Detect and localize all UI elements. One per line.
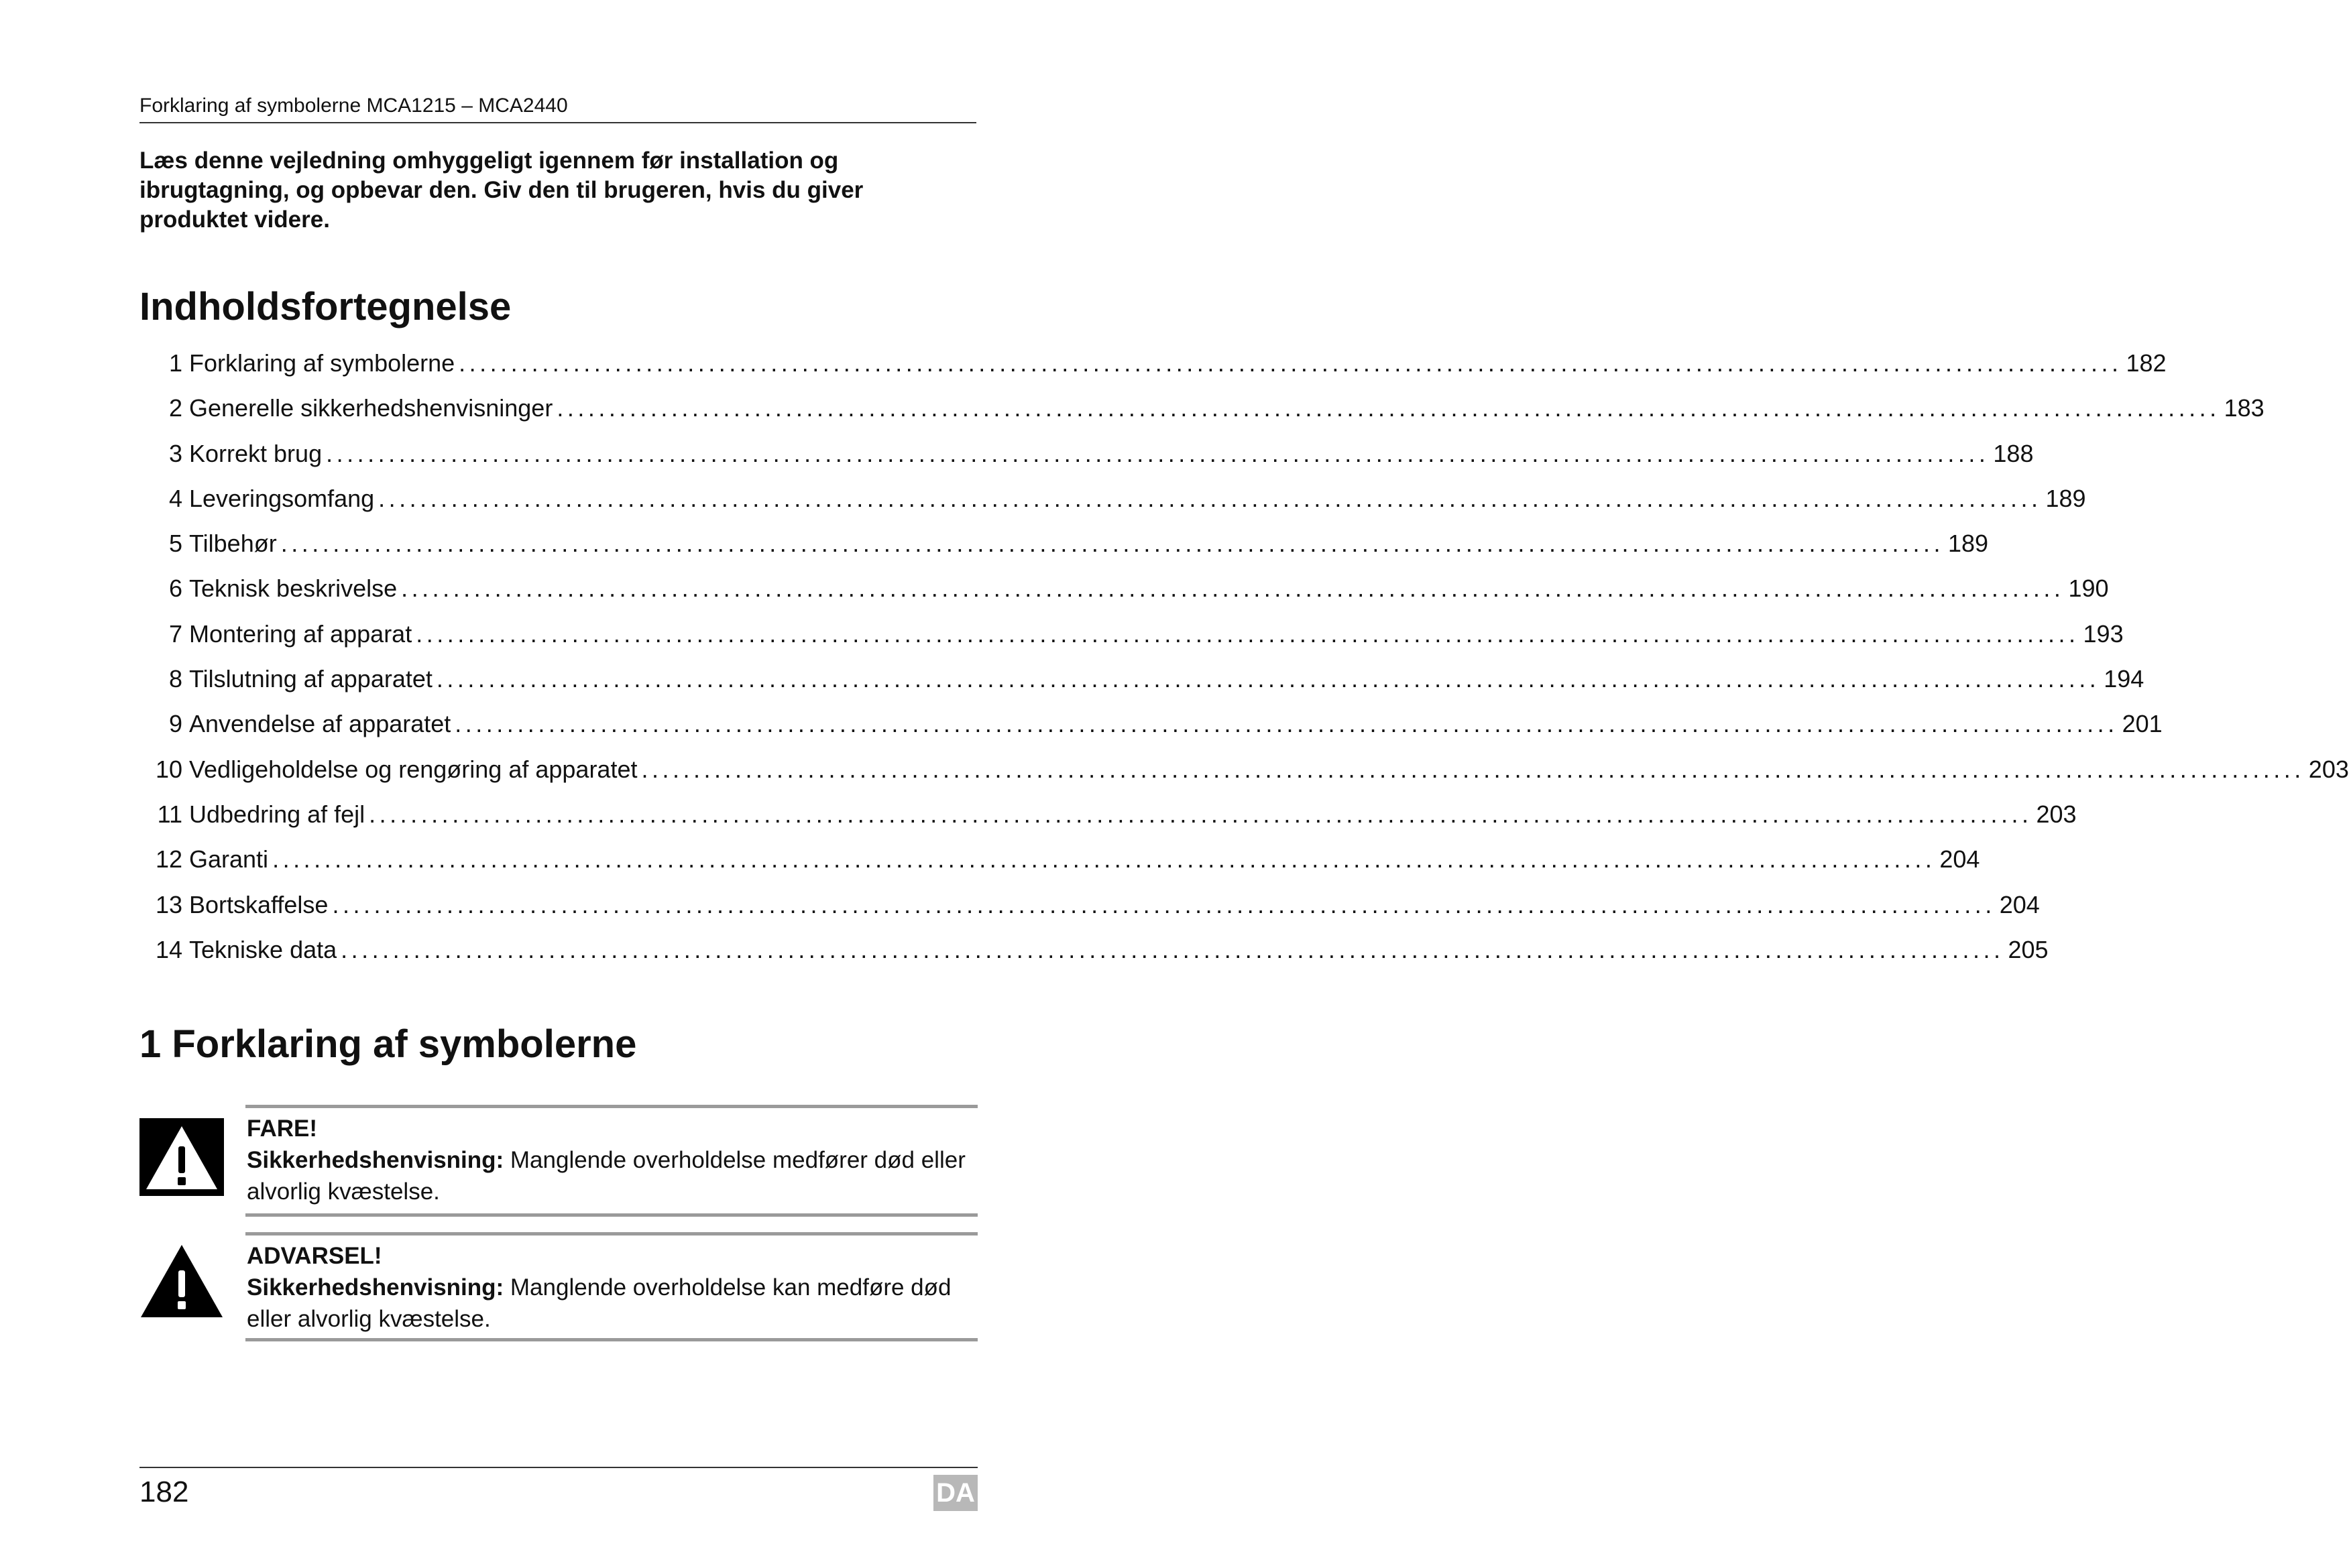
note-text: Manglende overholdelse medfører død eller alvorlig kvæstelse. — [247, 1147, 966, 1205]
note-label: FARE! — [247, 1115, 317, 1142]
note-rule-bottom — [245, 1213, 978, 1217]
warning-triangle-boxed-icon — [139, 1118, 224, 1196]
toc-entry-number: 9 — [168, 710, 182, 738]
toc-entry-title: Tilbehør — [189, 530, 277, 558]
toc-entry-page: 193 — [2083, 619, 2124, 648]
toc-entry-number: 1 — [168, 349, 182, 377]
note-lead: Sikkerhedshenvisning: — [247, 1274, 504, 1301]
toc-leader-dots: ................................................................................................................................................................ — [641, 755, 2305, 783]
toc-entry-title: Leveringsomfang — [189, 484, 375, 512]
language-badge: DA — [933, 1475, 978, 1511]
toc-entry-title: Udbedring af fejl — [189, 800, 365, 828]
toc-entry-page: 203 — [2308, 755, 2349, 783]
toc-entry-number: 8 — [168, 665, 182, 693]
toc-entry[interactable] — [144, 927, 2049, 972]
toc-entry[interactable] — [144, 385, 2265, 430]
toc-entry[interactable] — [144, 701, 2163, 746]
toc-entry-number: 6 — [168, 575, 182, 603]
toc-leader-dots: ................................................................................................................................................................ — [280, 530, 1945, 558]
toc-entry-page: 205 — [2008, 935, 2049, 963]
toc-entry-number: 3 — [168, 439, 182, 467]
toc-entry-number: 12 — [155, 845, 182, 873]
toc-entry-page: 203 — [2036, 800, 2077, 828]
toc-leader-dots: ................................................................................................................................................................ — [326, 439, 1990, 467]
toc-entry-page: 190 — [2068, 575, 2109, 603]
toc-entry-page: 188 — [1993, 439, 2034, 467]
toc-entry[interactable] — [144, 747, 2349, 792]
page-number: 182 — [139, 1475, 189, 1508]
toc-entry-number: 5 — [168, 530, 182, 558]
toc-entry-page: 204 — [1939, 845, 1980, 873]
note-rule-bottom — [245, 1338, 978, 1341]
toc-entry[interactable] — [144, 882, 2040, 927]
toc-entry[interactable] — [144, 341, 2167, 385]
section-heading: 1 Forklaring af symbolerne — [139, 1022, 637, 1066]
toc-entry[interactable] — [144, 566, 2109, 611]
toc-entry[interactable] — [144, 837, 1980, 882]
toc-entry-page: 204 — [1999, 890, 2040, 918]
toc-entry-title: Tekniske data — [189, 935, 337, 963]
toc-entry-page: 201 — [2122, 710, 2163, 738]
toc-entry-number: 11 — [157, 800, 182, 828]
toc-leader-dots: ................................................................................................................................................................ — [459, 349, 2122, 377]
toc-entry-title: Garanti — [189, 845, 269, 873]
toc-entry-number: 13 — [155, 890, 182, 918]
toc-leader-dots: ................................................................................................................................................................ — [272, 845, 1936, 873]
toc-entry-title: Vedligeholdelse og rengøring af apparatet — [189, 755, 638, 783]
toc-leader-dots: ................................................................................................................................................................ — [455, 710, 2118, 738]
note-rule-top — [245, 1105, 978, 1108]
note-danger — [247, 1113, 978, 1207]
toc-entry-number: 7 — [168, 619, 182, 648]
toc-entry-number: 14 — [155, 935, 182, 963]
toc-entry-title: Anvendelse af apparatet — [189, 710, 451, 738]
toc-entry[interactable] — [144, 431, 2034, 476]
toc-entry-title: Tilslutning af apparatet — [189, 665, 433, 693]
header-title: Forklaring af symbolerne MCA1215 – MCA2440 — [139, 95, 568, 117]
toc-entry-title: Generelle sikkerhedshenvisninger — [189, 394, 553, 422]
toc-entry-number: 4 — [168, 484, 182, 512]
toc-entry[interactable] — [144, 476, 2086, 521]
toc-entry-title: Montering af apparat — [189, 619, 412, 648]
toc-leader-dots: ................................................................................................................................................................ — [436, 665, 2100, 693]
toc-entry-page: 189 — [2045, 484, 2086, 512]
warning-triangle-icon — [139, 1242, 224, 1320]
toc-entry-title: Korrekt brug — [189, 439, 323, 467]
toc-entry-title: Forklaring af symbolerne — [189, 349, 455, 377]
toc-leader-dots: ................................................................................................................................................................ — [557, 394, 2220, 422]
note-label: ADVARSEL! — [247, 1243, 382, 1269]
toc-entry-page: 189 — [1948, 530, 1989, 558]
note-warning — [247, 1240, 978, 1335]
toc-entry[interactable] — [144, 792, 2077, 837]
toc-entry-page: 183 — [2224, 394, 2265, 422]
toc-entry-page: 182 — [2126, 349, 2167, 377]
toc-leader-dots: ................................................................................................................................................................ — [332, 890, 1996, 918]
toc-entry-number: 2 — [168, 394, 182, 422]
toc-leader-dots: ................................................................................................................................................................ — [341, 935, 2004, 963]
toc-leader-dots: ................................................................................................................................................................ — [416, 619, 2079, 648]
toc-entry[interactable] — [144, 656, 2144, 701]
table-of-contents — [144, 341, 2349, 972]
toc-title: Indholdsfortegnelse — [139, 285, 512, 328]
intro-paragraph: Læs denne vejledning omhyggeligt igennem før installation og ibrugtagning, og opbevar den. Giv den til brugeren, hvis du giver produktet videre. — [139, 147, 864, 233]
running-header — [139, 93, 976, 123]
footer-rule — [139, 1467, 978, 1468]
toc-leader-dots: ................................................................................................................................................................ — [369, 800, 2032, 828]
note-rule-top — [245, 1232, 978, 1235]
toc-leader-dots: ................................................................................................................................................................ — [378, 484, 2042, 512]
toc-entry-title: Bortskaffelse — [189, 890, 329, 918]
toc-entry[interactable] — [144, 521, 1989, 566]
toc-entry[interactable] — [144, 611, 2124, 656]
note-text: Manglende overholdelse kan medføre død eller alvorlig kvæstelse. — [247, 1274, 952, 1332]
toc-entry-page: 194 — [2104, 665, 2144, 693]
note-lead: Sikkerhedshenvisning: — [247, 1147, 504, 1173]
toc-leader-dots: ................................................................................................................................................................ — [401, 575, 2065, 603]
toc-entry-number: 10 — [155, 755, 182, 783]
toc-entry-title: Teknisk beskrivelse — [189, 575, 398, 603]
